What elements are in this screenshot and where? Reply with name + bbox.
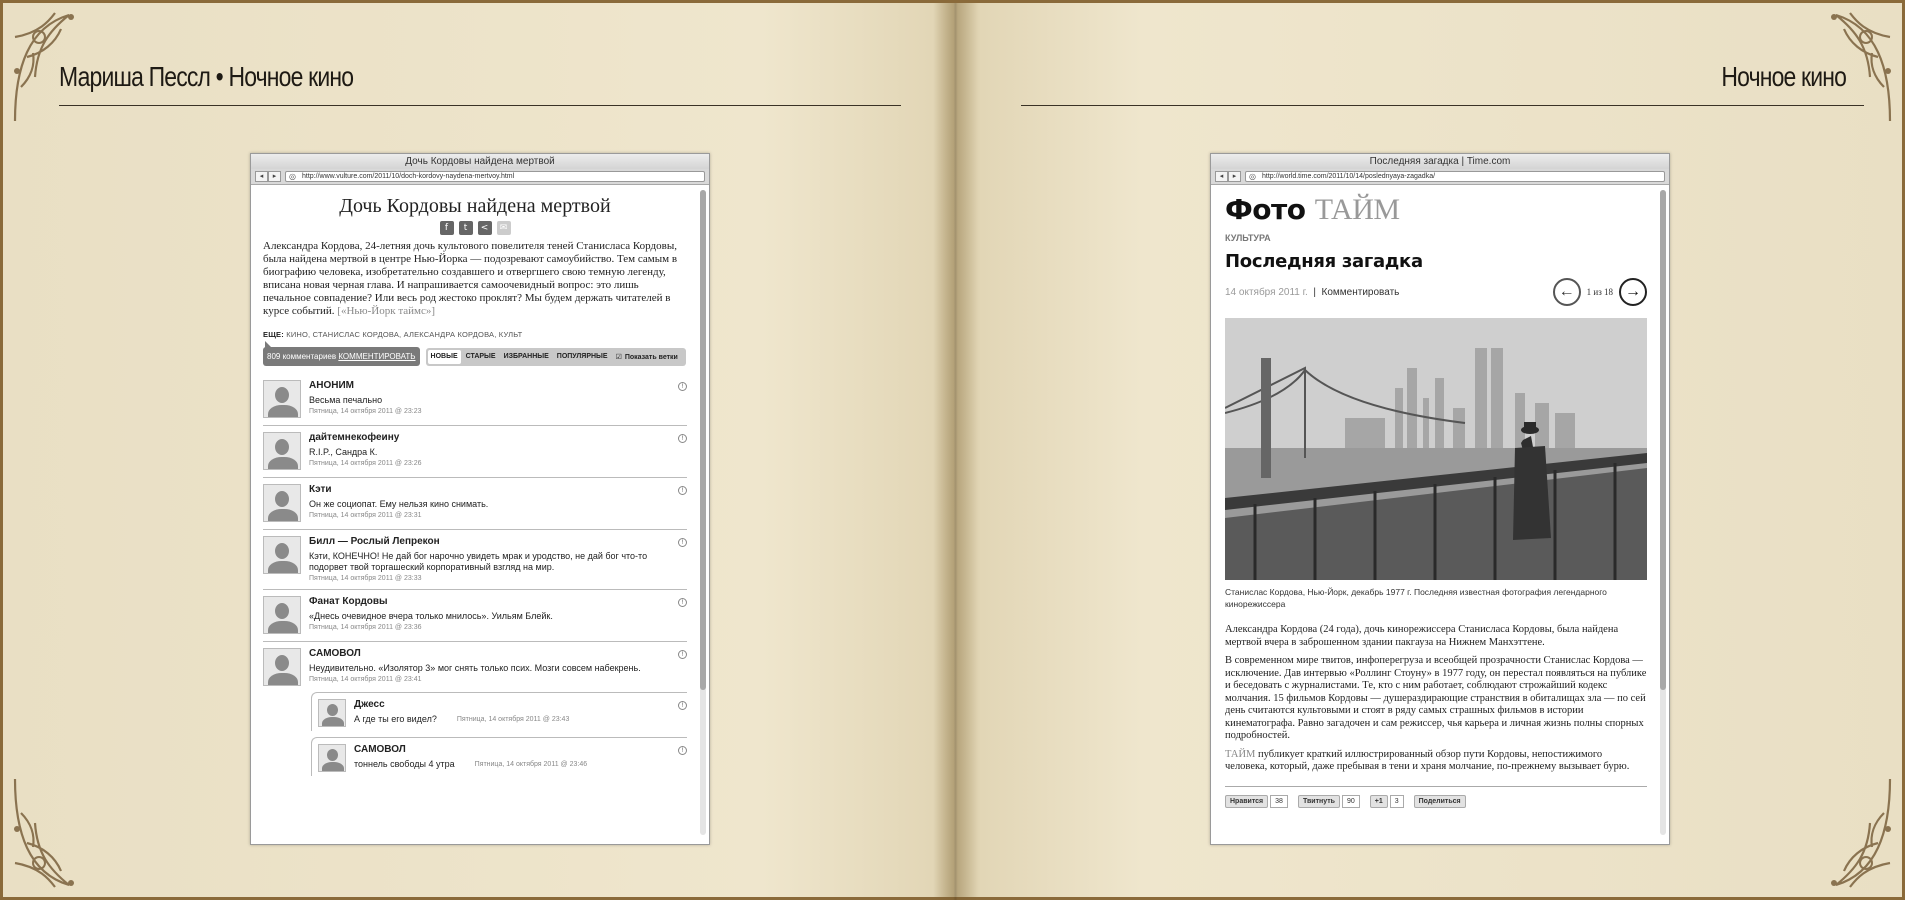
book-spine <box>933 3 978 900</box>
comment-text: Кэти, КОНЕЧНО! Не дай бог нарочно увидеть мрак и уродство, не дай бог что-то подорвет твой торгашеский корпоративный взгляд на мир. <box>309 551 648 572</box>
comment-link[interactable]: Комментировать <box>1321 286 1400 298</box>
tags-list[interactable]: КИНО, СТАНИСЛАС КОРДОВА, АЛЕКСАНДРА КОРДОВА, КУЛЬТ <box>286 330 523 339</box>
brand-link[interactable]: ТАЙМ <box>1225 748 1256 760</box>
avatar <box>263 484 301 522</box>
avatar <box>263 432 301 470</box>
back-icon[interactable]: ◂ <box>255 171 268 182</box>
prev-arrow-icon[interactable]: ← <box>1553 278 1581 306</box>
comment-item <box>263 642 687 783</box>
section-label[interactable]: КУЛЬТУРА <box>1225 233 1271 243</box>
comment-text: А где ты его видел? <box>354 714 437 724</box>
back-icon[interactable]: ◂ <box>1215 171 1228 182</box>
filter-favorites[interactable]: ИЗБРАННЫЕ <box>503 352 549 360</box>
comment-item <box>263 478 687 530</box>
url-bar <box>1211 169 1669 185</box>
avatar <box>263 648 301 686</box>
right-header-rule <box>1021 105 1864 106</box>
avatar <box>263 536 301 574</box>
paragraph: ТАЙМ публикует краткий иллюстрированный обзор пути Кордовы, непостижимого человека, который, даже пребывая в тени и храня молчание, по-прежнему вызывает бурю. <box>1225 748 1630 772</box>
comment-author[interactable]: Фанат Кордовы <box>309 596 388 607</box>
reply-item <box>311 737 687 776</box>
comment-author[interactable]: Билл — Рослый Лепрекон <box>309 536 440 547</box>
gallery-pager <box>1553 278 1647 306</box>
tweet-button[interactable]: Твитнуть <box>1298 795 1340 808</box>
filter-old[interactable]: СТАРЫЕ <box>465 352 496 360</box>
show-branches-checkbox[interactable]: ☑ Показать ветки <box>615 353 678 361</box>
comment-date: Пятница, 14 октября 2011 @ 23:46 <box>474 761 588 768</box>
comment-author[interactable]: Кэти <box>309 484 332 495</box>
avatar <box>318 699 346 727</box>
avatar <box>263 380 301 418</box>
comment-date: Пятница, 14 октября 2011 @ 23:31 <box>309 512 422 519</box>
article-photo <box>1225 318 1647 580</box>
comment-text: Весьма печально <box>309 395 383 405</box>
next-arrow-icon[interactable]: → <box>1619 278 1647 306</box>
social-bar <box>1225 786 1647 808</box>
comment-date: Пятница, 14 октября 2011 @ 23:26 <box>309 460 422 467</box>
article-date: 14 октября 2011 г. <box>1225 286 1308 298</box>
lead-source-link[interactable]: [«Нью-Йорк таймс»] <box>337 305 436 317</box>
like-count: 38 <box>1270 795 1288 808</box>
article-title: Последняя загадка <box>1225 251 1423 272</box>
comment-author[interactable]: Джесс <box>354 699 385 710</box>
flag-icon[interactable]: ! <box>678 538 687 547</box>
comment-button[interactable]: КОММЕНТИРОВАТЬ <box>338 352 416 361</box>
share-button[interactable]: Поделиться <box>1414 795 1466 808</box>
comment-item <box>263 426 687 478</box>
plus-count: 3 <box>1390 795 1404 808</box>
url-field[interactable]: ◎ http://world.time.com/2011/10/14/poslednyaya-zagadka/ <box>1245 171 1665 182</box>
pager-count: 1 из 18 <box>1586 287 1613 297</box>
scrollbar[interactable] <box>1660 190 1666 835</box>
comment-date: Пятница, 14 октября 2011 @ 23:23 <box>309 408 422 415</box>
share-bar <box>263 221 687 235</box>
flag-icon[interactable]: ! <box>678 382 687 391</box>
window-title: Последняя загадка | Time.com <box>1211 154 1669 169</box>
flag-icon[interactable]: ! <box>678 486 687 495</box>
paragraph: Александра Кордова (24 года), дочь кинорежиссера Станисласа Кордовы, была найдена мертвой вчера в заброшенном здании пакгауза на Нижнем Манхэттене. <box>1225 624 1619 648</box>
flag-icon[interactable]: ! <box>678 598 687 607</box>
flag-icon[interactable]: ! <box>678 701 687 710</box>
comment-author[interactable]: САМОВОЛ <box>354 744 406 755</box>
tweet-count: 90 <box>1342 795 1360 808</box>
avatar <box>318 744 346 772</box>
ornament-corner-icon <box>9 773 129 893</box>
left-browser-window <box>250 153 710 845</box>
facebook-icon[interactable]: f <box>440 221 454 235</box>
reply-item <box>311 692 687 731</box>
flag-icon[interactable]: ! <box>678 650 687 659</box>
left-page-header: Мариша Пессл • Ночное кино <box>59 61 354 92</box>
filter-popular[interactable]: ПОПУЛЯРНЫЕ <box>556 352 608 360</box>
article-body <box>1225 624 1647 774</box>
scrollbar[interactable] <box>700 190 706 835</box>
plus-one-button[interactable]: +1 <box>1370 795 1388 808</box>
forward-icon[interactable]: ▸ <box>1228 171 1241 182</box>
ornament-corner-icon <box>1776 773 1896 893</box>
site-logo[interactable]: Фото ТАЙМ <box>1225 193 1400 226</box>
forward-icon[interactable]: ▸ <box>268 171 281 182</box>
comments-count: 809 комментариев КОММЕНТИРОВАТЬ <box>263 347 420 366</box>
facebook-like-button[interactable]: Нравится <box>1225 795 1268 808</box>
comment-item <box>263 590 687 642</box>
comment-date: Пятница, 14 октября 2011 @ 23:33 <box>309 575 422 582</box>
window-title: Дочь Кордовы найдена мертвой <box>251 154 709 169</box>
avatar <box>263 596 301 634</box>
comment-author[interactable]: дайтемнекофеину <box>309 432 400 443</box>
article-lead: Александра Кордова, 24-летняя дочь культового повелителя теней Станисласа Кордовы, была найдена мертвой в центре Нью-Йорка — подозревают самоубийство. Тем самым в биографию человека, изобретательно создавшего и отвергшего свою темную легенду, вписана новая черная глава. И напрашивается самоочевидный вопрос: это лишь печальное совпадение? Или весь род жестоко проклят? Мы будем держать читателей в курсе событий. [«Нью-Йорк таймс»] <box>263 240 678 317</box>
comments-toolbar <box>263 347 687 366</box>
article-meta <box>1225 278 1647 306</box>
comment-text: «Днесь очевидное вчера только мнилось». Уильям Блейк. <box>309 611 553 621</box>
comment-item <box>263 374 687 426</box>
photo-caption: Станислас Кордова, Нью-Йорк, декабрь 1977 г. Последняя известная фотография легендарного кинорежиссера <box>1225 587 1607 609</box>
comment-text: R.I.P., Сандра К. <box>309 447 378 457</box>
twitter-icon[interactable]: t <box>459 221 473 235</box>
comment-item <box>263 530 687 590</box>
mail-icon[interactable]: ✉ <box>497 221 511 235</box>
url-field[interactable]: ◎ http://www.vulture.com/2011/10/doch-kordovy-naydena-mertvoy.html <box>285 171 705 182</box>
flag-icon[interactable]: ! <box>678 746 687 755</box>
filter-new[interactable]: НОВЫЕ <box>428 350 461 364</box>
comment-text: Неудивительно. «Изолятор 3» мог снять только псих. Мозги совсем набекрень. <box>309 663 641 673</box>
comment-author[interactable]: САМОВОЛ <box>309 648 361 659</box>
meta-separator: | <box>1313 286 1316 298</box>
tags-line: ЕЩЕ: КИНО, СТАНИСЛАС КОРДОВА, АЛЕКСАНДРА КОРДОВА, КУЛЬТ <box>263 330 523 339</box>
comment-filters <box>426 348 686 366</box>
comment-author[interactable]: АНОНИМ <box>309 380 354 391</box>
flag-icon[interactable]: ! <box>678 434 687 443</box>
url-bar <box>251 169 709 185</box>
comment-date: Пятница, 14 октября 2011 @ 23:41 <box>309 676 422 683</box>
right-page-header: Ночное кино <box>1721 61 1846 92</box>
paragraph: В современном мире твитов, инфоперегруза и всеобщей прозрачности Станислас Кордова — исключение. Дав интервью «Роллинг Стоуну» в 1977 году, он перестал появляться на публике и беседовать с журналистами. Те, кто с ним работает, соблюдают строжайший кодекс молчания. 15 фильмов Кордовы — душераздирающие странствия в обиталищах зла — по сей день считаются культовыми и стоят в ряду самых страшных фильмов в истории кинематографа. Равно загадочен и сам режиссер, чья карьера и личная жизнь полны спорных подробностей. <box>1225 655 1647 741</box>
comment-date: Пятница, 14 октября 2011 @ 23:36 <box>309 624 422 631</box>
left-header-rule <box>59 105 901 106</box>
comment-text: Он же социопат. Ему нельзя кино снимать. <box>309 499 489 509</box>
comment-date: Пятница, 14 октября 2011 @ 23:43 <box>456 716 570 723</box>
right-browser-window <box>1210 153 1670 845</box>
share-icon[interactable]: < <box>478 221 492 235</box>
comments-list <box>263 374 687 783</box>
article-title: Дочь Кордовы найдена мертвой <box>339 195 611 217</box>
comment-text: тоннель свободы 4 утра <box>354 759 455 769</box>
